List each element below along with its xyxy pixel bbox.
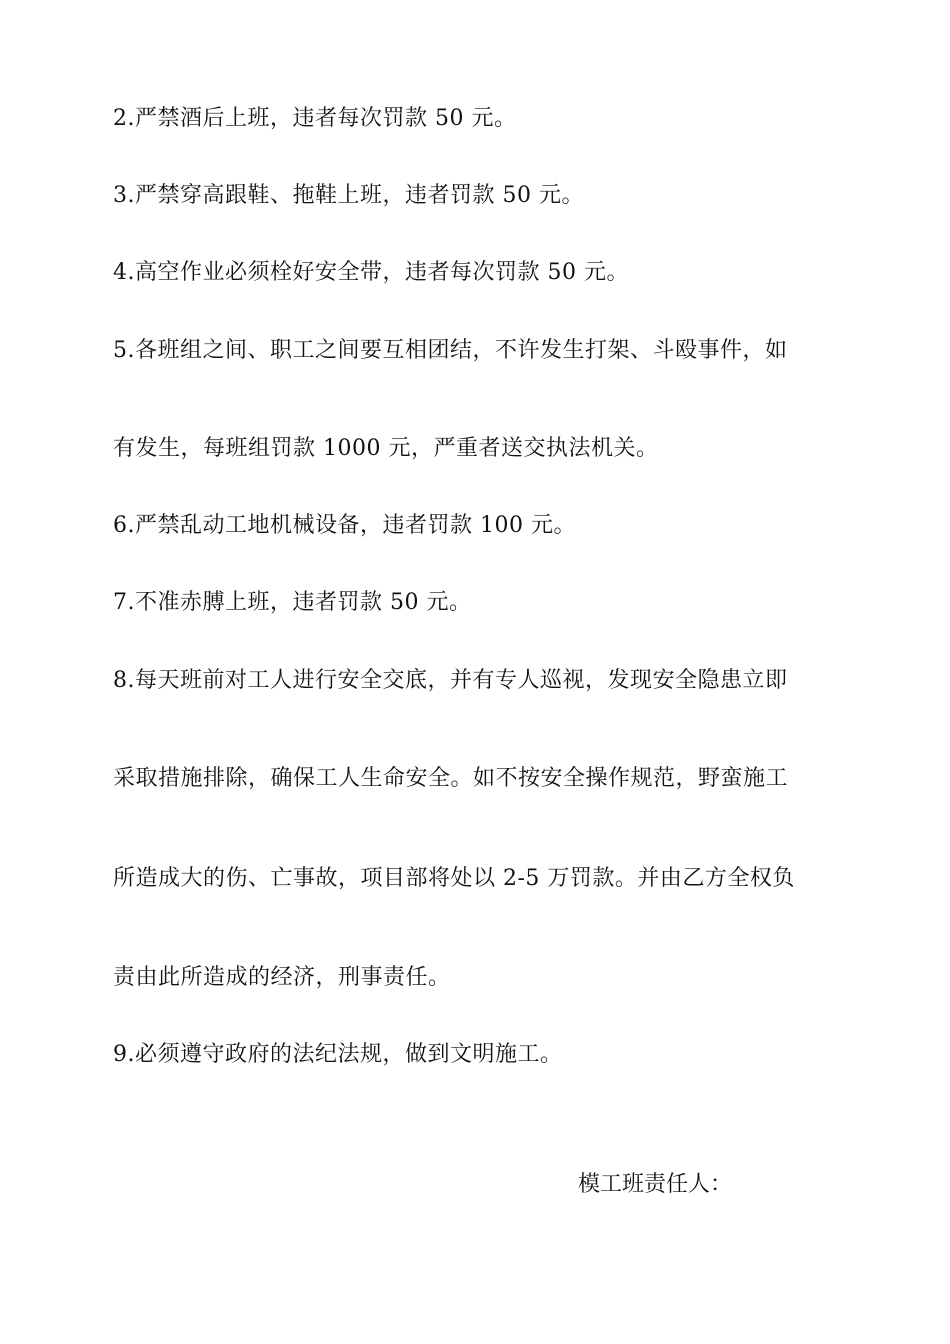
rule-6-text: 6.严禁乱动工地机械设备，违者罚款 100 元。 (113, 513, 576, 538)
rule-9-text: 9.必须遵守政府的法纪法规，做到文明施工。 (113, 1042, 563, 1067)
rule-5-text-line-1: 5.各班组之间、职工之间要互相团结，不许发生打架、斗殴事件，如 (113, 338, 788, 363)
rule-8-text-line-1: 8.每天班前对工人进行安全交底，并有专人巡视，发现安全隐患立即 (113, 668, 788, 693)
rule-2-text: 2.严禁酒后上班，违者每次罚款 50 元。 (113, 106, 517, 131)
rule-3-text: 3.严禁穿高跟鞋、拖鞋上班，违者罚款 50 元。 (113, 183, 584, 208)
rule-5-text-line-2: 有发生，每班组罚款 1000 元，严重者送交执法机关。 (113, 436, 659, 461)
rule-8-text-line-2: 采取措施排除，确保工人生命安全。如不按安全操作规范，野蛮施工 (113, 766, 789, 791)
rule-8-text-line-3: 所造成大的伤、亡事故，项目部将处以 2-5 万罚款。并由乙方全权负 (113, 866, 795, 891)
rule-4-text: 4.高空作业必须栓好安全带，违者每次罚款 50 元。 (113, 260, 629, 285)
rule-8-text-line-4: 责由此所造成的经济，刑事责任。 (113, 965, 451, 990)
responsible-person-signature-label: 模工班责任人： (578, 1172, 733, 1197)
rule-7-text: 7.不准赤膊上班，违者罚款 50 元。 (113, 590, 472, 615)
